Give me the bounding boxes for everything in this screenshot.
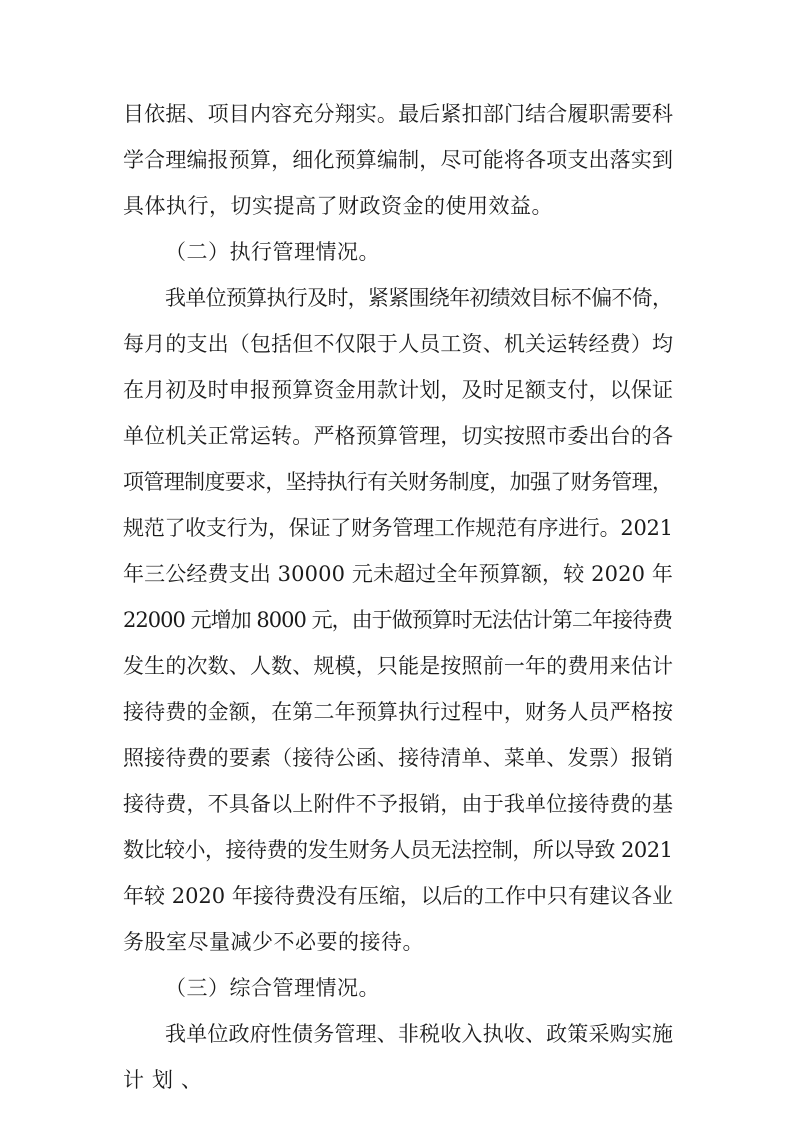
text-line-13: 发生的次数、人数、规模，只能是按照前一年的费用来估计 bbox=[123, 654, 674, 678]
text-line-6: 每月的支出（包括但不仅限于人员工资、机关运转经费）均 bbox=[123, 332, 674, 356]
text-line-12: 22000 元增加 8000 元，由于做预算时无法估计第二年接待费 bbox=[123, 608, 673, 632]
text-line-9: 项管理制度要求，坚持执行有关财务制度，加强了财务管理， bbox=[123, 470, 673, 494]
text-line-1: 目依据、项目内容充分翔实。最后紧扣部门结合履职需要科 bbox=[123, 102, 674, 126]
section-heading-2: （二）执行管理情况。 bbox=[165, 240, 380, 264]
text-line-18: 年较 2020 年接待费没有压缩，以后的工作中只有建议各业 bbox=[123, 884, 674, 908]
text-line-14: 接待费的金额，在第二年预算执行过程中，财务人员严格按 bbox=[123, 700, 674, 724]
text-line-16: 接待费，不具备以上附件不予报销，由于我单位接待费的基 bbox=[123, 792, 674, 816]
text-line-21: 我单位政府性债务管理、非税收入执收、政策采购实施 bbox=[165, 1022, 674, 1046]
text-line-10: 规范了收支行为，保证了财务管理工作规范有序进行。2021 bbox=[123, 516, 673, 540]
text-line-3: 具体执行，切实提高了财政资金的使用效益。 bbox=[123, 194, 553, 218]
text-line-8: 单位机关正常运转。严格预算管理，切实按照市委出台的各 bbox=[123, 424, 674, 448]
text-line-15: 照接待费的要素（接待公函、接待清单、菜单、发票）报销 bbox=[123, 746, 674, 770]
section-heading-3: （三）综合管理情况。 bbox=[165, 976, 380, 1000]
text-line-7: 在月初及时申报预算资金用款计划，及时足额支付，以保证 bbox=[123, 378, 674, 402]
text-line-17: 数比较小，接待费的发生财务人员无法控制，所以导致 2021 bbox=[123, 838, 673, 862]
text-line-19: 务股室尽量减少不必要的接待。 bbox=[123, 930, 424, 954]
text-line-2: 学合理编报预算，细化预算编制，尽可能将各项支出落实到 bbox=[123, 148, 674, 172]
text-line-22: 计划、 bbox=[123, 1068, 210, 1092]
text-line-5: 我单位预算执行及时，紧紧围绕年初绩效目标不偏不倚， bbox=[165, 286, 673, 310]
text-line-11: 年三公经费支出 30000 元未超过全年预算额，较 2020 年 bbox=[123, 562, 673, 586]
